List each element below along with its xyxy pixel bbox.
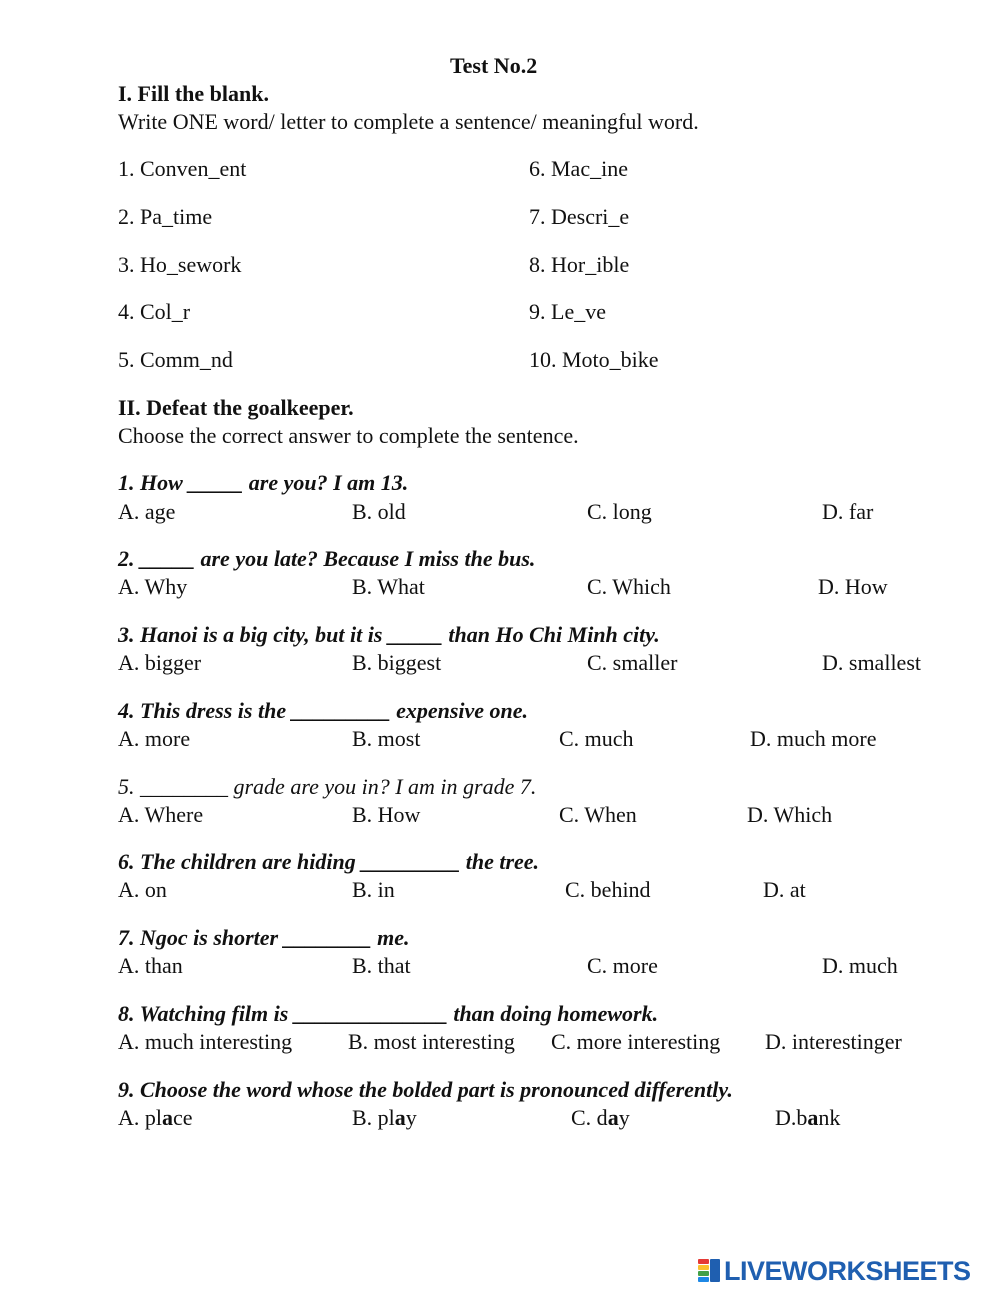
question-text: 8. Watching film is ______________ than doing homework.	[118, 1001, 659, 1026]
option-prefix: D.b	[775, 1105, 808, 1130]
answer-option[interactable]: C. more	[587, 953, 658, 978]
fill-item: 5. Comm_nd	[118, 347, 233, 372]
answer-option[interactable]: C. behind	[565, 877, 651, 902]
answer-option[interactable]: D. How	[818, 574, 888, 599]
fill-item: 4. Col_r	[118, 299, 191, 324]
fill-item: 6. Mac_ine	[529, 156, 628, 181]
answer-option[interactable]: D. interestinger	[765, 1029, 902, 1054]
answer-option[interactable]: D. far	[822, 499, 874, 524]
fill-item: 3. Ho_sework	[118, 252, 242, 277]
answer-option[interactable]: B. old	[352, 499, 406, 524]
answer-option[interactable]: B. that	[352, 953, 411, 978]
fill-item: 9. Le_ve	[529, 299, 606, 324]
answer-option[interactable]: B. most interesting	[348, 1029, 515, 1054]
answer-option[interactable]	[352, 1107, 417, 1129]
question-text: 3. Hanoi is a big city, but it is _____ than Ho Chi Minh city.	[118, 622, 660, 647]
answer-option[interactable]	[118, 1107, 193, 1129]
answer-option[interactable]	[775, 1107, 840, 1129]
answer-option[interactable]: C. When	[559, 802, 637, 827]
option-suffix: y	[618, 1105, 630, 1130]
bolded-letter: a	[807, 1105, 819, 1130]
answer-option[interactable]	[571, 1107, 630, 1129]
option-prefix: B. pl	[352, 1105, 395, 1130]
answer-option[interactable]: D. much more	[750, 726, 877, 751]
answer-option[interactable]: D. Which	[747, 802, 833, 827]
section2-instruction: Choose the correct answer to complete the sentence.	[118, 423, 579, 448]
section2-heading: II. Defeat the goalkeeper.	[118, 395, 354, 420]
answer-option[interactable]: D. much	[822, 953, 898, 978]
question-text: 6. The children are hiding _________ the tree.	[118, 849, 540, 874]
answer-option[interactable]: C. long	[587, 499, 652, 524]
answer-option[interactable]: C. Which	[587, 574, 671, 599]
answer-option[interactable]: D. at	[763, 877, 806, 902]
question-text: 7. Ngoc is shorter ________ me.	[118, 925, 410, 950]
option-suffix: ce	[173, 1105, 193, 1130]
bolded-letter: a	[607, 1105, 619, 1130]
page-title: Test No.2	[450, 53, 538, 78]
bolded-letter: a	[162, 1105, 173, 1130]
answer-option[interactable]: A. on	[118, 877, 167, 902]
option-suffix: nk	[818, 1105, 841, 1130]
answer-option[interactable]: A. age	[118, 499, 176, 524]
liveworksheets-logo-icon	[698, 1258, 722, 1284]
option-suffix: y	[405, 1105, 417, 1130]
logo-block	[698, 1271, 709, 1276]
logo-bar	[710, 1259, 720, 1282]
option-prefix: C. d	[571, 1105, 608, 1130]
fill-item: 7. Descri_e	[529, 204, 630, 229]
answer-option[interactable]: A. bigger	[118, 650, 202, 675]
question-text: 5. ________ grade are you in? I am in grade 7.	[118, 774, 537, 799]
answer-option[interactable]: D. smallest	[822, 650, 921, 675]
answer-option[interactable]: C. much	[559, 726, 634, 751]
fill-item: 2. Pa_time	[118, 204, 213, 229]
answer-option[interactable]: B. What	[352, 574, 425, 599]
answer-option[interactable]: C. smaller	[587, 650, 678, 675]
section1-heading: I. Fill the blank.	[118, 81, 269, 106]
option-prefix: A. pl	[118, 1105, 162, 1130]
liveworksheets-logo	[698, 1256, 971, 1286]
question-text: 9. Choose the word whose the bolded part is pronounced differently.	[118, 1077, 733, 1102]
answer-option[interactable]: A. than	[118, 953, 183, 978]
answer-option[interactable]: A. much interesting	[118, 1029, 293, 1054]
fill-item: 1. Conven_ent	[118, 156, 247, 181]
question-text: 2. _____ are you late? Because I miss the bus.	[118, 546, 536, 571]
answer-option[interactable]: A. Why	[118, 574, 188, 599]
logo-block	[698, 1265, 709, 1270]
answer-option[interactable]: A. Where	[118, 802, 204, 827]
bolded-letter: a	[394, 1105, 406, 1130]
answer-option[interactable]: A. more	[118, 726, 191, 751]
answer-option[interactable]: B. biggest	[352, 650, 442, 675]
answer-option[interactable]: C. more interesting	[551, 1029, 721, 1054]
answer-option[interactable]: B. in	[352, 877, 395, 902]
logo-block	[698, 1259, 709, 1264]
logo-block	[698, 1277, 709, 1282]
answer-option[interactable]: B. How	[352, 802, 421, 827]
logo-text: LIVEWORKSHEETS	[724, 1255, 971, 1286]
section1-instruction: Write ONE word/ letter to complete a sentence/ meaningful word.	[118, 109, 699, 134]
fill-item: 10. Moto_bike	[529, 347, 659, 372]
answer-option[interactable]: B. most	[352, 726, 421, 751]
question-text: 4. This dress is the _________ expensive one.	[118, 698, 529, 723]
question-text: 1. How _____ are you? I am 13.	[118, 470, 409, 495]
fill-item: 8. Hor_ible	[529, 252, 630, 277]
